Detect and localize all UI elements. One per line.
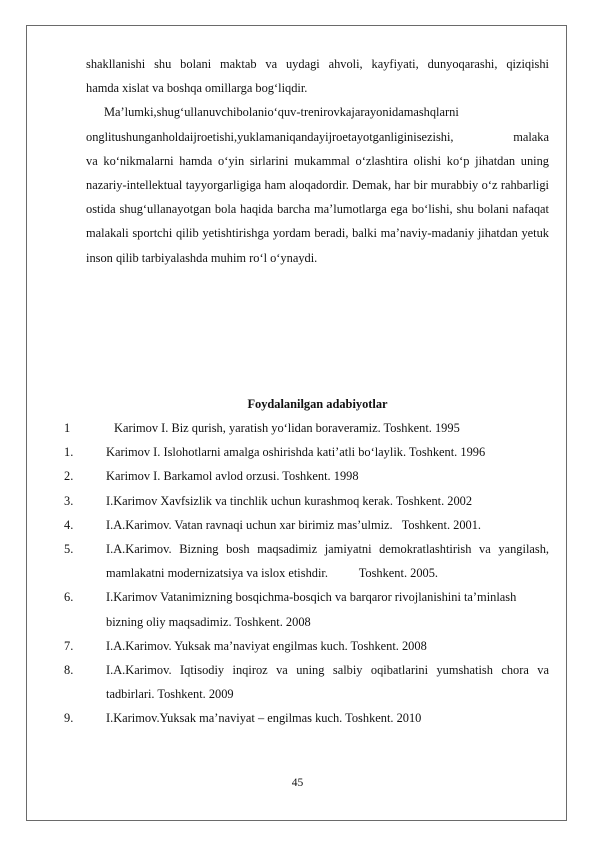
blank-space	[86, 270, 549, 392]
reference-text: I.A.Karimov. Vatan ravnaqi uchun xar birimiz mas’ulmiz. Toshkent. 2001.	[106, 517, 482, 532]
reference-number: 8.	[64, 663, 74, 678]
paragraph-1-line-2: hamda xislat va boshqa omillarga bog‘liqdir.	[86, 81, 308, 96]
references-list	[64, 416, 553, 731]
paragraph-1-line-1: shakllanishi shu bolani maktab va uydagi ahvoli, kayfiyati, dunyoqarashi, qiziqishi	[86, 57, 549, 71]
paragraph-1	[86, 52, 549, 100]
page-number: 45	[291, 777, 304, 789]
paragraph-2	[86, 100, 549, 269]
reference-number: 7.	[64, 638, 74, 653]
reference-text: I.Karimov.Yuksak ma’naviyat – engilmas kuch. Toshkent. 2010	[106, 711, 422, 726]
reference-text: I.A.Karimov. Iqtisodiy inqiroz va uning salbiy oqibatlarini yumshatish chora va tadbirlari. Toshkent. 2009	[106, 663, 549, 702]
reference-item	[64, 489, 549, 513]
reference-text: I.Karimov Vatanimizning bosqichma-bosqich va barqaror rivojlanishini ta’minlash bizning oliy maqsadimiz. Toshkent. 2008	[106, 590, 517, 629]
reference-text: I.A.Karimov. Bizning bosh maqsadimiz jamiyatni demokratlashtirish va yangilash, mamlakatni modernizatsiya va islox etishdir. Toshkent. 2005.	[106, 542, 553, 581]
reference-text: I.A.Karimov. Yuksak ma’naviyat engilmas kuch. Toshkent. 2008	[106, 638, 427, 653]
reference-text: I.Karimov Xavfsizlik va tinchlik uchun kurashmoq kerak. Toshkent. 2002	[106, 493, 473, 508]
reference-number: 3.	[64, 493, 74, 508]
reference-item	[64, 416, 549, 440]
paragraph-2-line-2: onglitushunganholdaijroetishi,yuklamaniqandayijroetayotganliginisezishi, malaka	[86, 129, 549, 144]
reference-item	[64, 634, 549, 658]
reference-number: 6.	[64, 590, 74, 605]
reference-number: 2.	[64, 469, 74, 484]
paragraph-2-body: va ko‘nikmalarni hamda o‘yin sirlarini mukammal o‘zlashtira olishi ko‘p jihatdan uning nazariy-intellektual tayyorgarligiga ham aloqadordir. Demak, har bir murabbiy o‘z rahbarligi ostida shug‘ullanayotgan bola haqida barcha ma’lumotlarga ega bo‘lishi, shu bolani nafaqat malakali sportchi qilib yetishtirishga yordam beradi, balki ma’naviy-madaniy jihatdan yetuk inson qilib tarbiyalashda muhim ro‘l o‘ynaydi.	[86, 153, 549, 265]
reference-item	[64, 585, 549, 633]
reference-text: Karimov I. Islohotlarni amalga oshirishda kati’atli bo‘laylik. Toshkent. 1996	[106, 445, 486, 460]
reference-item	[64, 440, 549, 464]
reference-number: 1.	[64, 445, 74, 460]
reference-text: Karimov I. Biz qurish, yaratish yo‘lidan boraveramiz. Toshkent. 1995	[114, 421, 460, 436]
reference-text: Karimov I. Barkamol avlod orzusi. Toshkent. 1998	[106, 469, 359, 484]
reference-item	[64, 537, 553, 585]
reference-item	[64, 706, 549, 730]
reference-number: 1	[64, 421, 71, 436]
reference-item	[64, 513, 549, 537]
reference-number: 5.	[64, 542, 74, 557]
paragraph-2-line-1: Ma’lumki,shug‘ullanuvchibolanio‘quv-trenirovkajarayonidamashqlarni	[104, 105, 459, 120]
document-body	[64, 52, 553, 731]
reference-item	[64, 464, 549, 488]
reference-number: 4.	[64, 517, 74, 532]
reference-item	[64, 658, 549, 706]
reference-number: 9.	[64, 711, 74, 726]
references-heading: Foydalanilgan adabiyotlar	[247, 396, 388, 411]
